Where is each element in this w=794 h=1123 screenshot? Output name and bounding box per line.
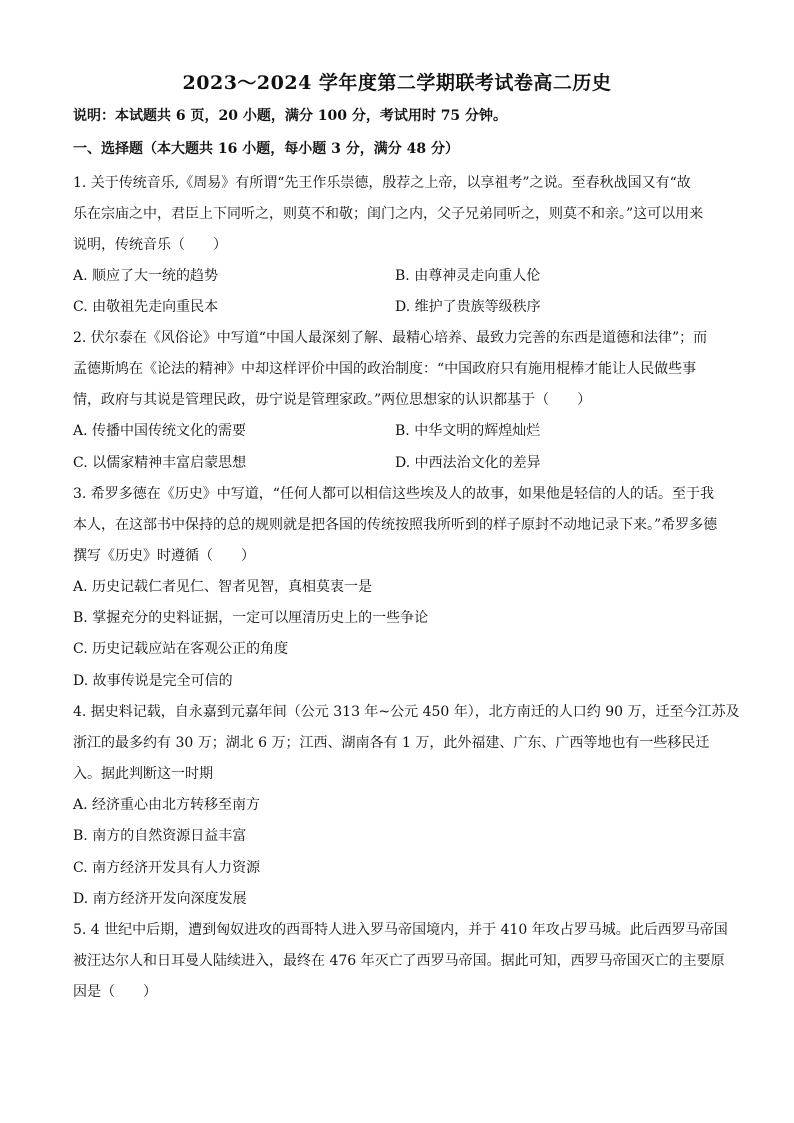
page-title: 2023～2024 学年度第二学期联考试卷高二历史 (182, 72, 612, 94)
question-3-line-1: 3. 希罗多德在《历史》中写道，“任何人都可以相信这些埃及人的故事，如果他是轻信的人的话。至于我 (73, 486, 714, 502)
question-2-option-a: A. 传播中国传统文化的需要 (73, 423, 247, 439)
question-3-option-b: B. 掌握充分的史料证据，一定可以厘清历史上的一些争论 (73, 610, 429, 626)
question-2-option-d: D. 中西法治文化的差异 (395, 455, 541, 471)
question-4-option-b: B. 南方的自然资源日益丰富 (73, 828, 247, 844)
question-1-line-3: 说明，传统音乐（ ） (73, 237, 227, 253)
question-2-option-c: C. 以儒家精神丰富启蒙思想 (73, 455, 247, 471)
question-2-line-2: 孟德斯鸠在《论法的精神》中却这样评价中国的政治制度：“中国政府只有施用棍棒才能让人民做些事 (73, 361, 697, 377)
question-2-line-1: 2. 伏尔泰在《风俗论》中写道“中国人最深刻了解、最精心培养、最致力完善的东西是道德和法律”；而 (73, 330, 708, 346)
question-1-option-c: C. 由敬祖先走向重民本 (73, 299, 219, 315)
question-2-option-b: B. 中华文明的辉煌灿烂 (395, 423, 541, 439)
question-4-option-d: D. 南方经济开发向深度发展 (73, 891, 247, 907)
question-4-line-1: 4. 据史料记载，自永嘉到元嘉年间（公元 313 年~公元 450 年），北方南迁的人口约 90 万，迁至今江苏及 (73, 704, 740, 720)
question-1-line-1: 1. 关于传统音乐,《周易》有所谓“先王作乐崇德，殷荐之上帝，以享祖考”之说。至春秋战国又有“故 (73, 175, 691, 191)
question-4-line-3: 入。据此判断这一时期 (73, 766, 213, 782)
question-4-line-2: 浙江的最多约有 30 万；湖北 6 万；江西、湖南各有 1 万，此外福建、广东、广西等地也有一些移民迁 (73, 735, 710, 751)
question-5-line-1: 5. 4 世纪中后期，遭到匈奴进攻的西哥特人进入罗马帝国境内，并于 410 年攻占罗马城。此后西罗马帝国 (73, 922, 728, 938)
question-3-option-a: A. 历史记载仁者见仁、智者见智，真相莫衷一是 (73, 579, 373, 595)
section-heading: 一、选择题（本大题共 16 小题，每小题 3 分，满分 48 分） (73, 141, 459, 157)
exam-note: 说明：本试题共 6 页，20 小题，满分 100 分，考试用时 75 分钟。 (73, 108, 508, 124)
question-4-option-a: A. 经济重心由北方转移至南方 (73, 797, 261, 813)
question-3-option-c: C. 历史记载应站在客观公正的角度 (73, 641, 289, 657)
question-3-line-3: 撰写《历史》时遵循（ ） (73, 548, 255, 564)
question-1-option-a: A. 顺应了大一统的趋势 (73, 268, 219, 284)
question-1-option-b: B. 由尊神灵走向重人伦 (395, 268, 541, 284)
question-5-line-2: 被汪达尔人和日耳曼人陆续进入，最终在 476 年灭亡了西罗马帝国。据此可知，西罗马帝国灭亡的主要原 (73, 953, 725, 969)
question-3-option-d: D. 故事传说是完全可信的 (73, 673, 233, 689)
question-1-option-d: D. 维护了贵族等级秩序 (395, 299, 541, 315)
question-3-line-2: 本人，在这部书中保持的总的规则就是把各国的传统按照我所听到的样子原封不动地记录下来。”希罗多德 (73, 517, 718, 533)
question-2-line-3: 情，政府与其说是管理民政，毋宁说是管理家政。”两位思想家的认识都基于（ ） (73, 392, 592, 408)
question-1-line-2: 乐在宗庙之中，君臣上下同听之，则莫不和敬；闺门之内，父子兄弟同听之，则莫不和亲。”这可以用来 (73, 206, 704, 222)
question-5-line-3: 因是（ ） (73, 984, 157, 1000)
question-4-option-c: C. 南方经济开发具有人力资源 (73, 860, 261, 876)
